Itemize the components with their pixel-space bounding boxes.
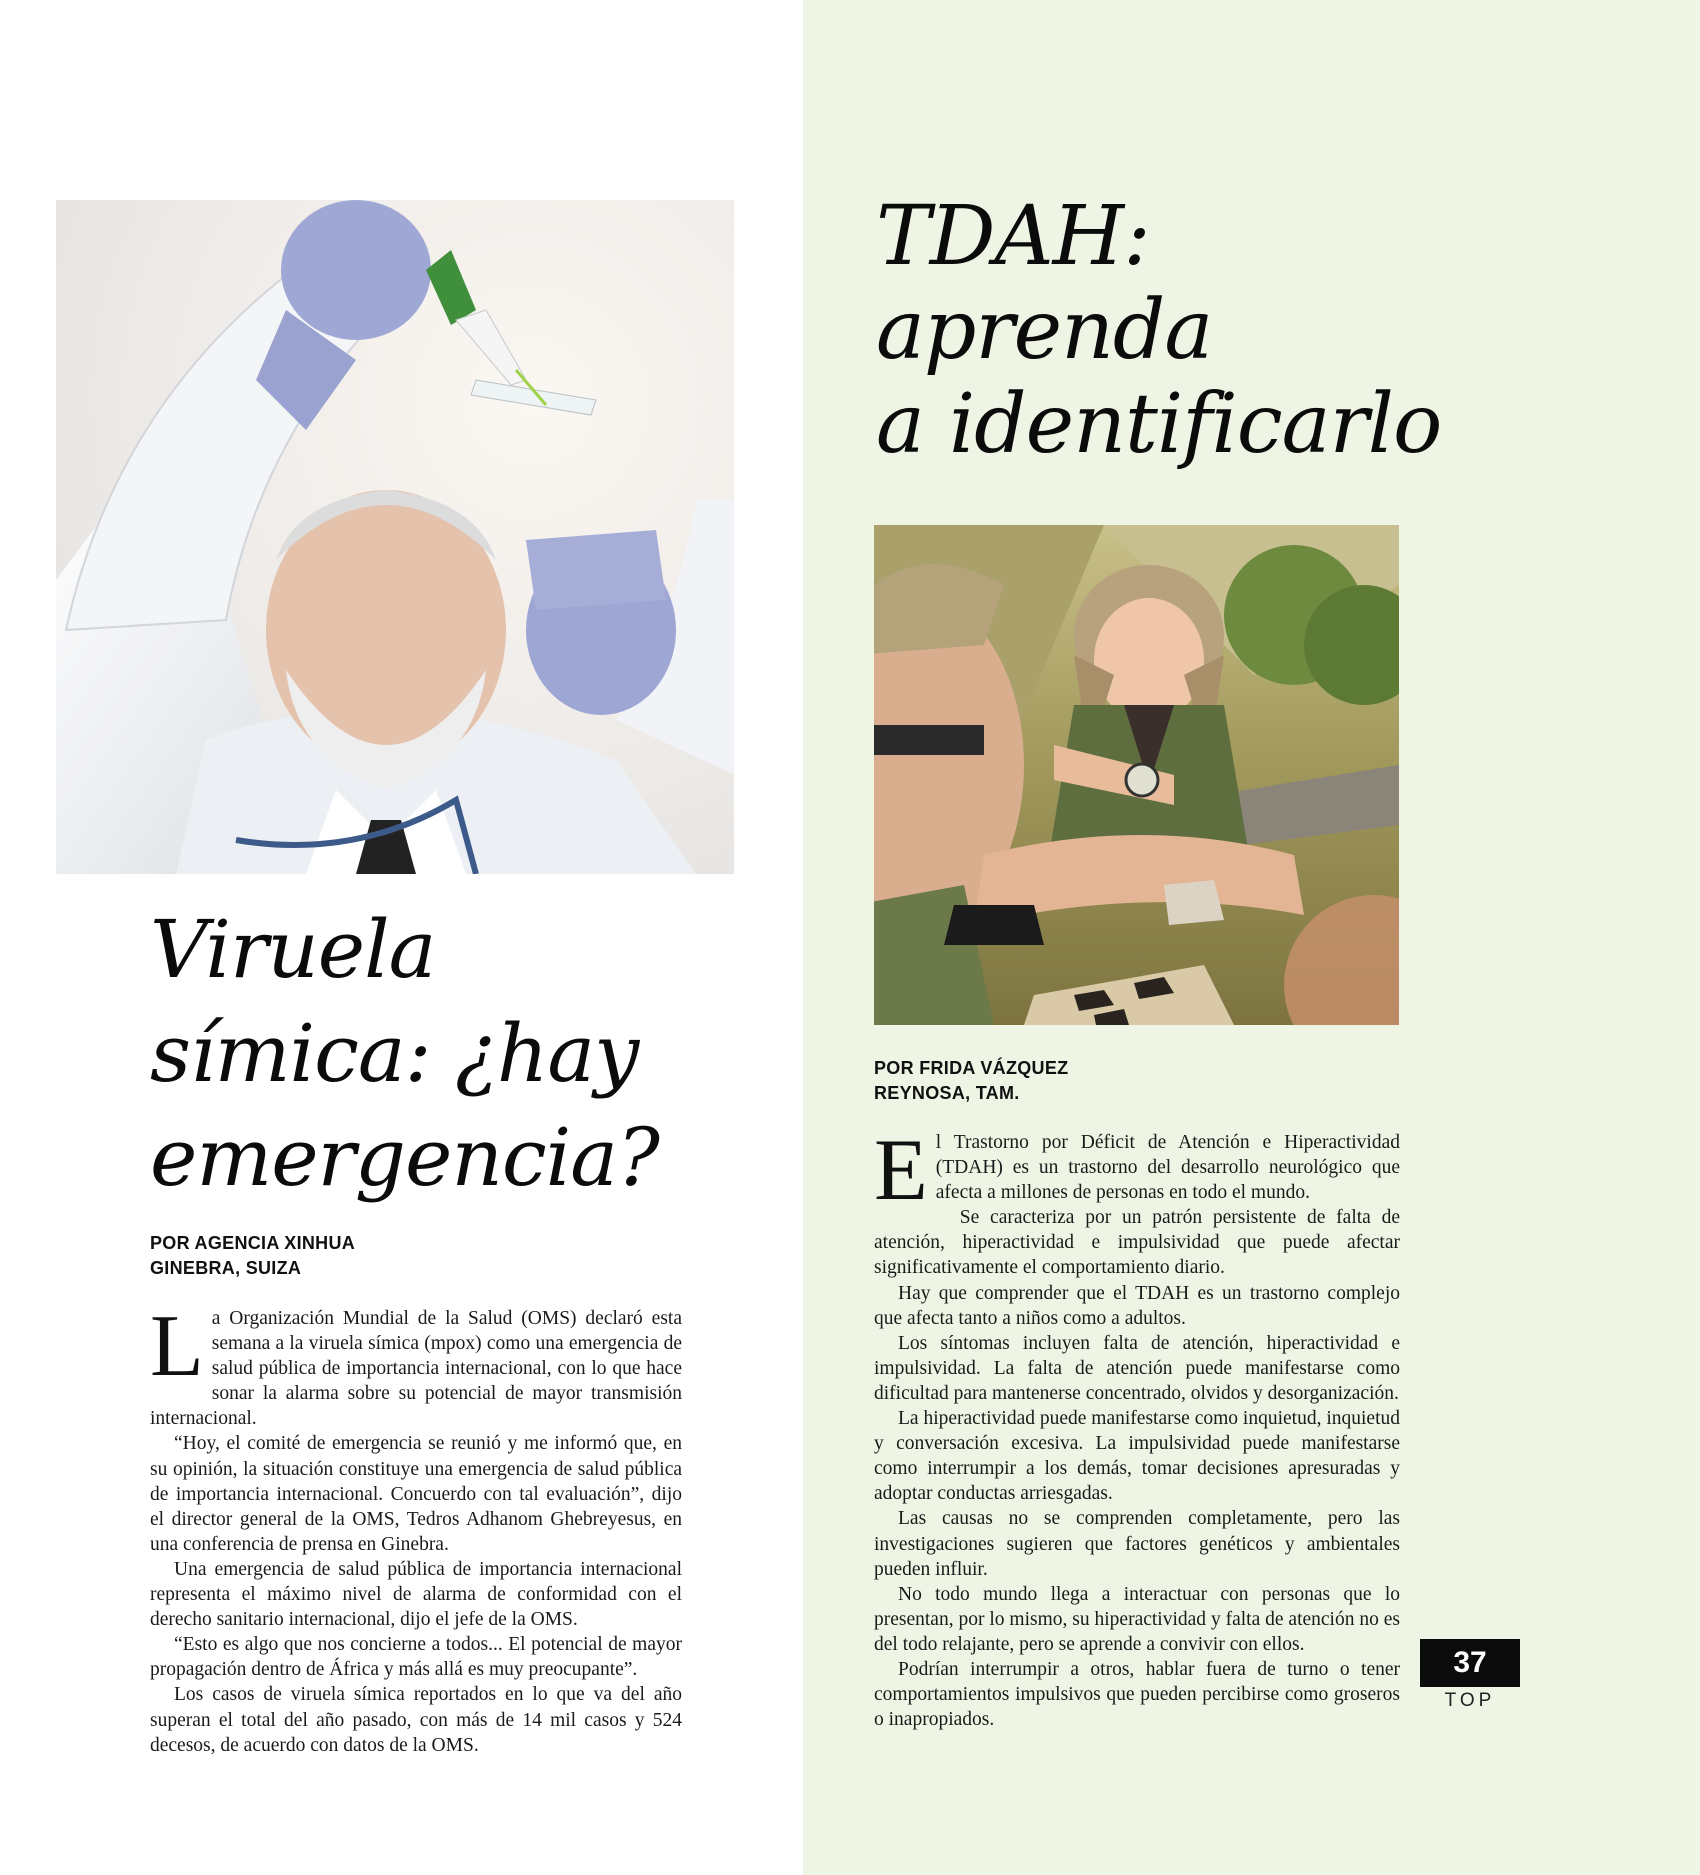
left-article-title	[150, 898, 659, 1210]
girl-scout-photo	[874, 525, 1399, 1025]
left-title-line-3: emergencia?	[150, 1111, 659, 1204]
right-paragraph-6: Las causas no se comprenden completamente, pero las investigaciones sugieren que factores genéticos y ambientales pueden influir.	[874, 1508, 1400, 1580]
left-paragraph-4: “Esto es algo que nos concierne a todos... El potencial de mayor propagación dentro de África y más allá es muy preocupante”.	[150, 1634, 682, 1681]
right-title-line-2: aprenda	[876, 283, 1213, 378]
right-paragraph-7: No todo mundo llega a interactuar con personas que lo presentan, por lo mismo, su hiperactividad y falta de atención no es del todo relajante, pero se aprende a convivir con ellos.	[874, 1583, 1400, 1655]
right-article-body	[874, 1122, 1400, 1732]
right-byline-location: REYNOSA, TAM.	[874, 1083, 1020, 1103]
left-article-byline	[150, 1231, 355, 1281]
right-title-line-1: TDAH:	[876, 189, 1150, 284]
right-title-line-3: a identificarlo	[876, 377, 1442, 472]
right-byline-author: POR FRIDA VÁZQUEZ	[874, 1058, 1069, 1078]
right-paragraph-1: El Trastorno por Déficit de Atención e Hiperactividad (TDAH) es un trastorno del desarrollo neurológico que afecta a millones de personas en todo el mundo.	[874, 1122, 1400, 1219]
scientist-photo	[56, 200, 734, 874]
left-paragraph-3: Una emergencia de salud pública de importancia internacional representa el máximo nivel de alarma de conformidad con el derecho sanitario internacional, dijo el jefe de la OMS.	[150, 1558, 682, 1631]
right-article-byline	[874, 1056, 1068, 1106]
left-drop-cap: L	[150, 1298, 204, 1395]
left-title-line-2: símica: ¿hay	[150, 1007, 639, 1100]
right-paragraph-2: Se caracteriza por un patrón persistente de falta de atención, hiperactividad e impulsividad que puede afectar significativamente el comportamiento diario.	[874, 1207, 1400, 1279]
left-paragraph-1: La Organización Mundial de la Salud (OMS) declaró esta semana a la viruela símica (mpox) como una emergencia de salud pública de importancia internacional, con lo que hace sonar la alarma sobre su potencial de mayor transmisión internacional.	[150, 1298, 682, 1430]
left-article-body	[150, 1298, 682, 1758]
left-byline-author: POR AGENCIA XINHUA	[150, 1233, 356, 1253]
right-paragraph-3: Hay que comprender que el TDAH es un trastorno complejo que afecta tanto a niños como a adultos.	[874, 1282, 1400, 1329]
right-drop-cap: E	[874, 1122, 928, 1219]
right-paragraph-4: Los síntomas incluyen falta de atención, hiperactividad e impulsividad. La falta de atención puede manifestarse como dificultad para mantenerse concentrado, olvidos y desorganización.	[874, 1332, 1400, 1404]
right-article-title	[876, 190, 1441, 472]
left-paragraph-5: Los casos de viruela símica reportados en lo que va del año superan el total del año pasado, con más de 14 mil casos y 524 decesos, de acuerdo con datos de la OMS.	[150, 1684, 682, 1756]
right-paragraph-5: La hiperactividad puede manifestarse como inquietud, inquietud y conversación excesiva. La impulsividad puede manifestarse como interrumpir a los demás, tomar decisiones apresuradas y adoptar conductas arriesgadas.	[874, 1408, 1400, 1505]
page-number-badge: 37	[1420, 1639, 1520, 1687]
left-paragraph-2: “Hoy, el comité de emergencia se reunió y me informó que, en su opinión, la situación constituye una emergencia de salud pública de importancia internacional. Concuerdo con tal evaluación”, dijo el director general de la OMS, Tedros Adhanom Ghebreyesus, en una conferencia de prensa en Ginebra.	[150, 1433, 682, 1555]
left-title-line-1: Viruela	[150, 903, 436, 996]
magazine-label: TOP	[1444, 1690, 1496, 1711]
right-paragraph-8: Podrían interrumpir a otros, hablar fuera de turno o tener comportamientos impulsivos que pueden percibirse como groseros o inapropiados.	[874, 1658, 1400, 1731]
left-byline-location: GINEBRA, SUIZA	[150, 1258, 302, 1278]
